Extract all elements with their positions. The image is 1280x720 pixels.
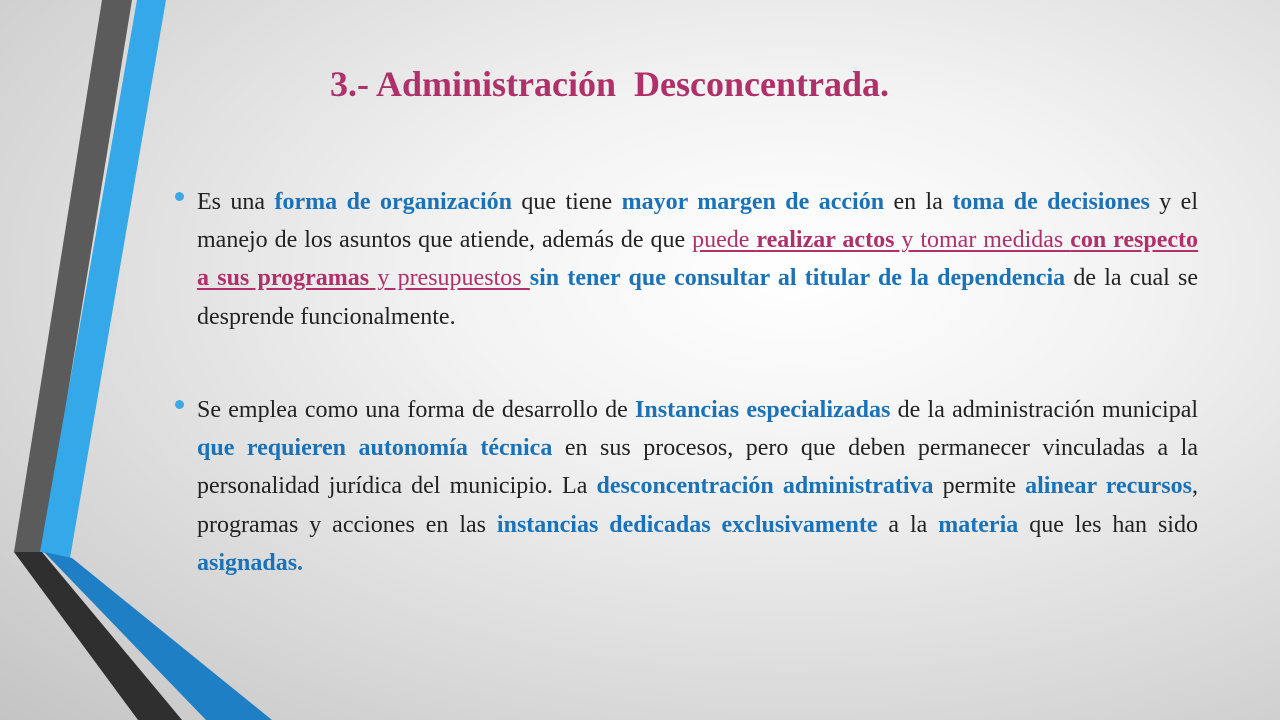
highlight-term: sin tener que consultar al titular de la dependencia — [529, 265, 1066, 292]
highlight-term: asignadas. — [197, 549, 304, 576]
underlined-text: puede — [692, 227, 757, 254]
bullet-paragraph-2 — [197, 391, 1198, 582]
bullet-dot-1 — [175, 192, 184, 201]
underlined-bold-term: realizar actos — [756, 227, 895, 254]
text-segment: Se emplea como una forma de desarrollo de — [197, 397, 636, 423]
text-segment: en la — [884, 189, 953, 215]
text-segment: que tiene — [512, 189, 622, 215]
underlined-text: y presupuestos — [369, 265, 530, 292]
highlight-term: alinear recursos — [1025, 473, 1192, 500]
highlight-term: toma de decisiones — [952, 189, 1150, 215]
text-segment: permite — [933, 473, 1026, 500]
text-segment: , programas y acciones en las — [197, 473, 1198, 538]
text-segment: en sus procesos, pero que deben permanecer vinculadas a la personalidad jurídica del municipio. La — [197, 435, 1199, 500]
highlight-term: Instancias especializadas — [635, 397, 891, 423]
bullet-paragraph-1 — [197, 183, 1198, 336]
highlight-term: materia — [938, 511, 1019, 538]
underlined-bold-term: con respecto a sus programas — [197, 227, 1199, 292]
text-segment: y el manejo de los asuntos que atiende, además de que — [197, 189, 1199, 254]
text-segment: de la administración municipal — [890, 397, 1199, 423]
text-segment: de la cual se desprende funcionalmente. — [197, 265, 1199, 330]
text-segment: Es una — [197, 189, 275, 215]
text-segment: que les han sido — [1018, 511, 1198, 538]
slide-title: 3.- Administración Desconcentrada. — [330, 64, 889, 104]
highlight-term: mayor margen de acción — [621, 189, 885, 215]
highlight-term: forma de organización — [274, 189, 512, 215]
underlined-text: y tomar medidas — [894, 227, 1071, 254]
highlight-term: instancias dedicadas exclusivamente — [496, 511, 878, 538]
bullet-dot-2 — [175, 400, 184, 409]
highlight-term: que requieren autonomía técnica — [197, 435, 553, 462]
text-segment: a la — [877, 511, 939, 538]
highlight-term: desconcentración administrativa — [596, 473, 934, 500]
